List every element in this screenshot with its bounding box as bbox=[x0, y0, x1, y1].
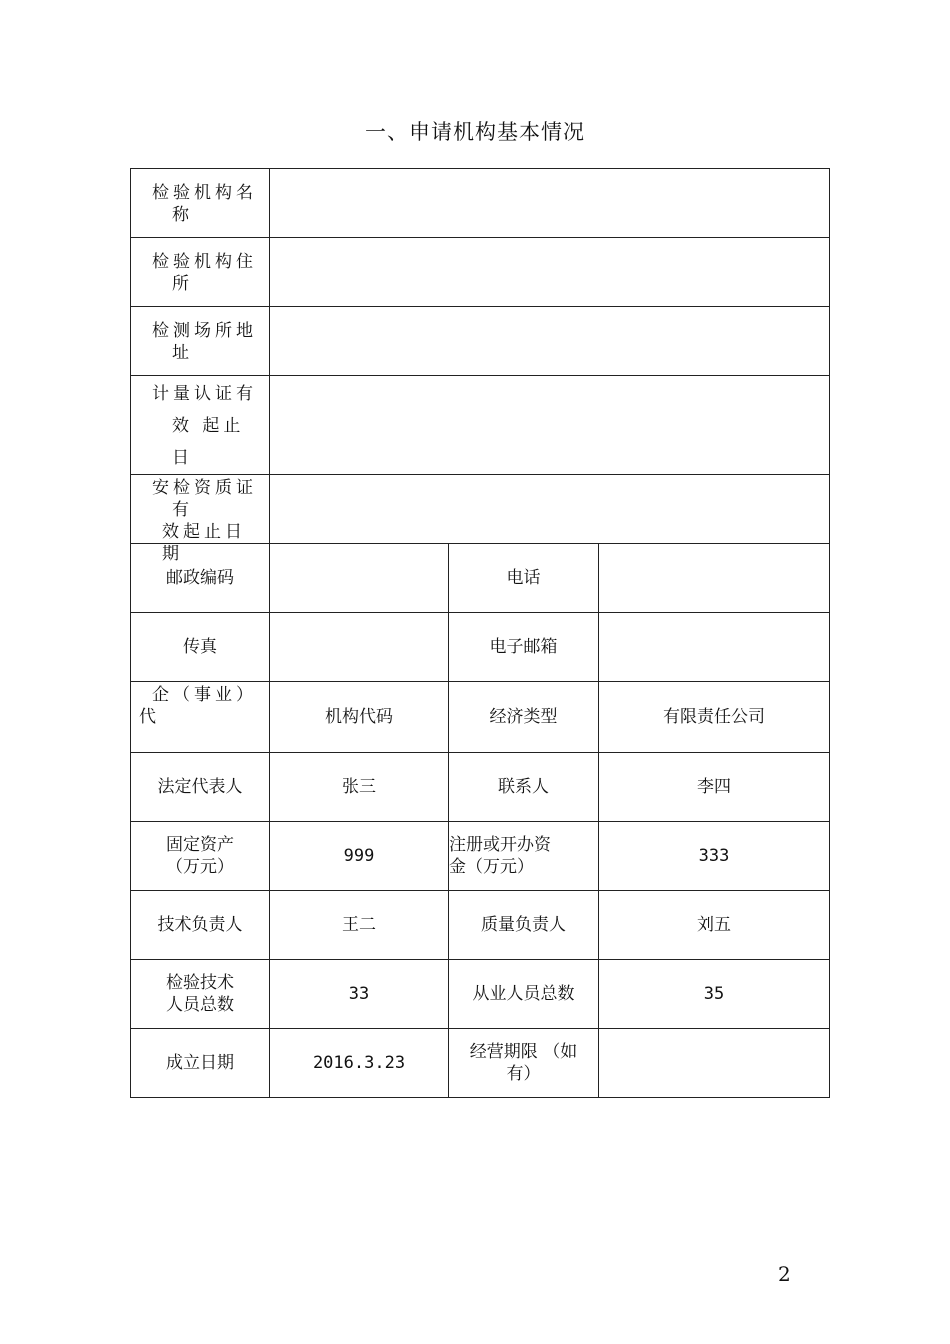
page-number: 2 bbox=[778, 1262, 791, 1286]
table-row bbox=[131, 376, 830, 475]
phone-field[interactable] bbox=[599, 544, 830, 613]
fixed-assets-label: 固定资产 （万元） bbox=[131, 822, 270, 891]
registered-capital-value[interactable]: 333 bbox=[599, 822, 830, 891]
enterprise-code-label: 企（事业） 代 bbox=[131, 682, 270, 753]
table-row bbox=[131, 169, 830, 238]
table-row bbox=[131, 544, 830, 613]
business-term-value[interactable] bbox=[599, 1029, 830, 1098]
safety-cert-label: 安检资质证 有 效起止日期 bbox=[131, 475, 270, 544]
email-label: 电子邮箱 bbox=[449, 613, 599, 682]
legal-rep-label: 法定代表人 bbox=[131, 753, 270, 822]
fixed-assets-value[interactable]: 999 bbox=[270, 822, 449, 891]
metrology-cert-field[interactable] bbox=[270, 376, 830, 475]
quality-lead-value[interactable]: 刘五 bbox=[599, 891, 830, 960]
inspection-staff-label: 检验技术 人员总数 bbox=[131, 960, 270, 1029]
table-row bbox=[131, 1029, 830, 1098]
business-term-label: 经营期限 （如 有） bbox=[449, 1029, 599, 1098]
table-row bbox=[131, 753, 830, 822]
contact-value[interactable]: 李四 bbox=[599, 753, 830, 822]
institution-info-table bbox=[130, 168, 830, 1098]
table-row bbox=[131, 960, 830, 1029]
table-row bbox=[131, 238, 830, 307]
page-title: 一、申请机构基本情况 bbox=[365, 120, 585, 144]
registered-capital-label: 注册或开办资 金（万元） bbox=[449, 822, 599, 891]
fax-label: 传真 bbox=[131, 613, 270, 682]
metrology-cert-label: 计量认证有 效 起止日 bbox=[131, 376, 270, 475]
org-code-label: 机构代码 bbox=[270, 682, 449, 753]
total-staff-label: 从业人员总数 bbox=[449, 960, 599, 1029]
email-field[interactable] bbox=[599, 613, 830, 682]
institution-name-label: 检验机构名 称 bbox=[131, 169, 270, 238]
established-date-value[interactable]: 2016.3.23 bbox=[270, 1029, 449, 1098]
established-date-label: 成立日期 bbox=[131, 1029, 270, 1098]
postal-code-field[interactable] bbox=[270, 544, 449, 613]
table-row bbox=[131, 822, 830, 891]
testing-site-field[interactable] bbox=[270, 307, 830, 376]
economic-type-value[interactable]: 有限责任公司 bbox=[599, 682, 830, 753]
economic-type-label: 经济类型 bbox=[449, 682, 599, 753]
table-row bbox=[131, 682, 830, 753]
fax-field[interactable] bbox=[270, 613, 449, 682]
phone-label: 电话 bbox=[449, 544, 599, 613]
table-row bbox=[131, 307, 830, 376]
tech-lead-value[interactable]: 王二 bbox=[270, 891, 449, 960]
institution-name-field[interactable] bbox=[270, 169, 830, 238]
legal-rep-value[interactable]: 张三 bbox=[270, 753, 449, 822]
total-staff-value[interactable]: 35 bbox=[599, 960, 830, 1029]
table-row bbox=[131, 891, 830, 960]
tech-lead-label: 技术负责人 bbox=[131, 891, 270, 960]
contact-label: 联系人 bbox=[449, 753, 599, 822]
testing-site-label: 检测场所地 址 bbox=[131, 307, 270, 376]
postal-code-label: 邮政编码 bbox=[131, 544, 270, 613]
safety-cert-field[interactable] bbox=[270, 475, 830, 544]
table-row bbox=[131, 613, 830, 682]
institution-address-field[interactable] bbox=[270, 238, 830, 307]
quality-lead-label: 质量负责人 bbox=[449, 891, 599, 960]
table-row bbox=[131, 475, 830, 544]
institution-address-label: 检验机构住 所 bbox=[131, 238, 270, 307]
inspection-staff-value[interactable]: 33 bbox=[270, 960, 449, 1029]
